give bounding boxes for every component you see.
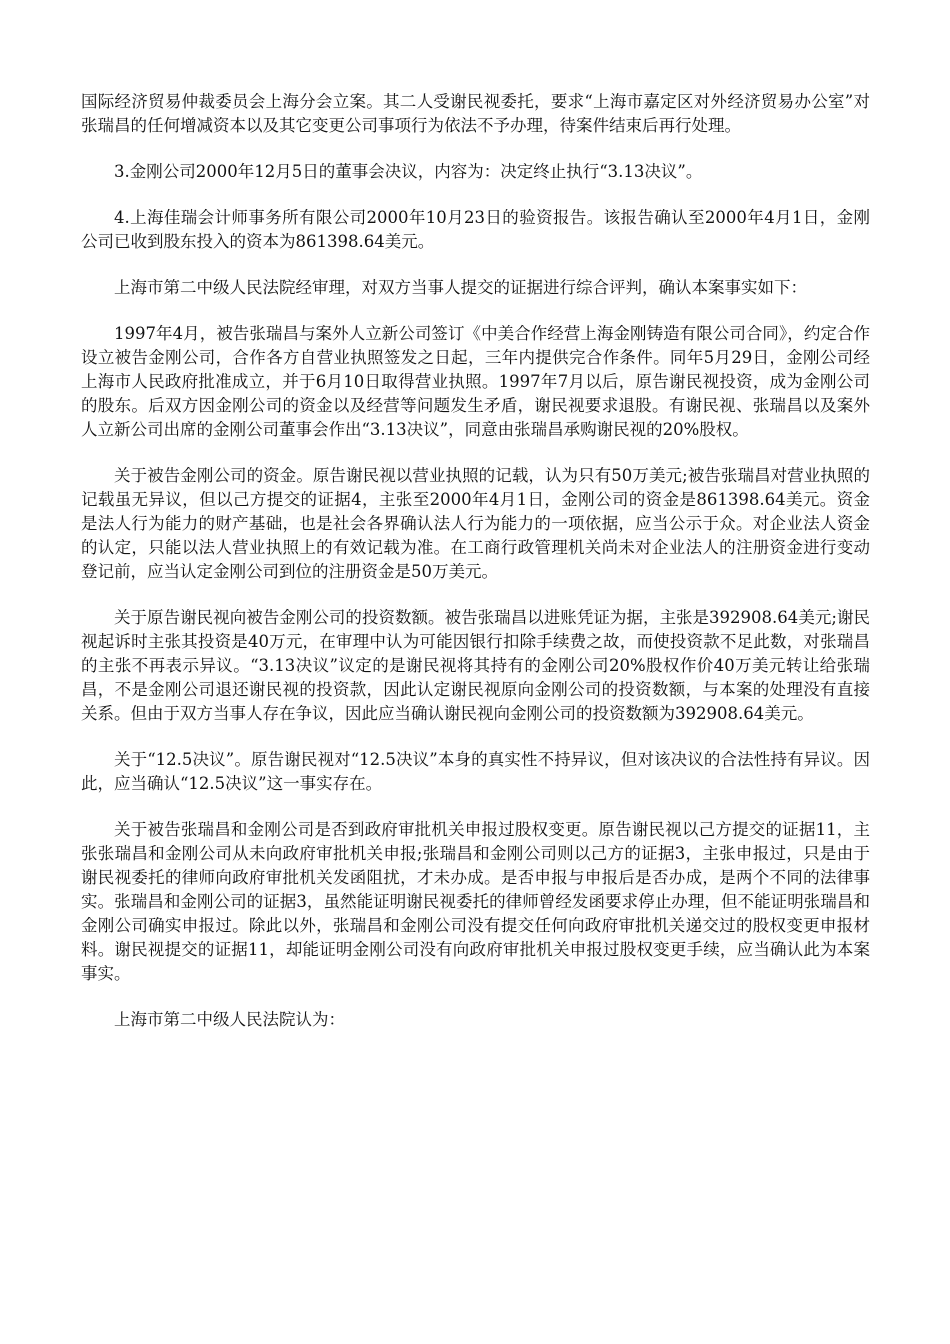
paragraph-company-capital: 关于被告金刚公司的资金。原告谢民视以营业执照的记载，认为只有50万美元;被告张瑞昌对营业执照的记载虽无异议，但以己方提交的证据4，主张至2000年4月1日，金刚公司的资金是861398.64美元。资金是法人行为能力的财产基础，也是社会各界确认法人行为能力的一项依据，应当公示于众。对企业法人资金的认定，只能以法人营业执照上的有效记载为准。在工商行政管理机关尚未对企业法人的注册资金进行变动登记前，应当认定金刚公司到位的注册资金是50万美元。 xyxy=(81,466,870,581)
paragraph-12-5-resolution: 关于“12.5决议”。原告谢民视对“12.5决议”本身的真实性不持异议，但对该决议的合法性持有异议。因此，应当确认“12.5决议”这一事实存在。 xyxy=(81,750,870,793)
paragraph-arbitration-continuation: 国际经济贸易仲裁委员会上海分会立案。其二人受谢民视委托，要求“上海市嘉定区对外经济贸易办公室”对张瑞昌的任何增减资本以及其它变更公司事项行为依法不予办理，待案件结束后再行处理。 xyxy=(81,92,870,135)
paragraph-court-opinion-intro: 上海市第二中级人民法院认为： xyxy=(114,1010,345,1029)
paragraph-court-review: 上海市第二中级人民法院经审理，对双方当事人提交的证据进行综合评判，确认本案事实如下： xyxy=(114,278,807,297)
paragraph-evidence-4: 4.上海佳瑞会计师事务所有限公司2000年10月23日的验资报告。该报告确认至2000年4月1日，金刚公司已收到股东投入的资本为861398.64美元。 xyxy=(81,208,870,251)
paragraph-facts-1997: 1997年4月，被告张瑞昌与案外人立新公司签订《中美合作经营上海金刚铸造有限公司合同》，约定合作设立被告金刚公司，合作各方自营业执照签发之日起，三年内提供完合作条件。同年5月29日，金刚公司经上海市人民政府批准成立，并于6月10日取得营业执照。1997年7月以后，原告谢民视投资，成为金刚公司的股东。后双方因金刚公司的资金以及经营等问题发生矛盾，谢民视要求退股。有谢民视、张瑞昌以及案外人立新公司出席的金刚公司董事会作出“3.13决议”，同意由张瑞昌承购谢民视的20%股权。 xyxy=(81,324,870,439)
paragraph-investment-amount: 关于原告谢民视向被告金刚公司的投资数额。被告张瑞昌以进账凭证为据，主张是392908.64美元;谢民视起诉时主张其投资是40万元，在审理中认为可能因银行扣除手续费之故，而使投资款不足此数，对张瑞昌的主张不再表示异议。“3.13决议”议定的是谢民视将其持有的金刚公司20%股权作价40万美元转让给张瑞昌，不是金刚公司退还谢民视的投资款，因此认定谢民视原向金刚公司的投资数额，与本案的处理没有直接关系。但由于双方当事人存在争议，因此应当确认谢民视向金刚公司的投资数额为392908.64美元。 xyxy=(81,608,870,723)
paragraph-evidence-3: 3.金刚公司2000年12月5日的董事会决议，内容为：决定终止执行“3.13决议”。 xyxy=(114,162,703,181)
paragraph-equity-change-filing: 关于被告张瑞昌和金刚公司是否到政府审批机关申报过股权变更。原告谢民视以己方提交的证据11，主张张瑞昌和金刚公司从未向政府审批机关申报;张瑞昌和金刚公司则以己方的证据3，主张申报过，只是由于谢民视委托的律师向政府审批机关发函阻扰，才未办成。是否申报与申报后是否办成，是两个不同的法律事实。张瑞昌和金刚公司的证据3，虽然能证明谢民视委托的律师曾经发函要求停止办理，但不能证明张瑞昌和金刚公司确实申报过。除此以外，张瑞昌和金刚公司没有提交任何向政府审批机关递交过的股权变更申报材料。谢民视提交的证据11，却能证明金刚公司没有向政府审批机关申报过股权变更手续，应当确认此为本案事实。 xyxy=(81,820,870,983)
